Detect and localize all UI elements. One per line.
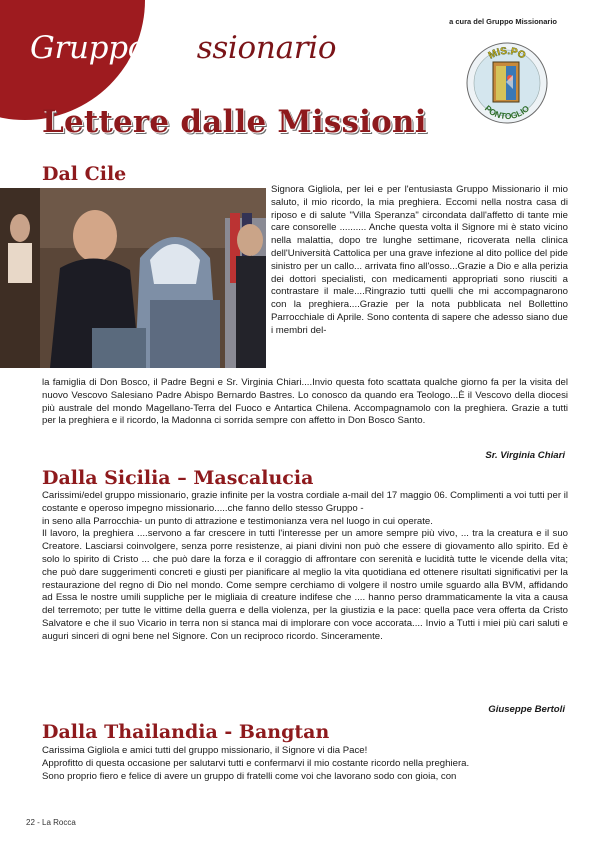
page-title: Lettere dalle Missioni: [42, 104, 427, 140]
section-header-title: [30, 30, 336, 66]
section-header-title-dark: ssionario: [196, 30, 337, 66]
letter-thailand-paragraph: Sono proprio fiero e felice di avere un gruppo di fratelli come voi che lavorano sodo con gioia, con: [42, 770, 457, 782]
letter-thailand-paragraph: Carissima Gigliola e amici tutti del gruppo missionario, il Signore vi dia Pace!: [42, 745, 368, 756]
letter-sicily-body: [42, 490, 568, 644]
letter-thailand-title: Dalla Thailandia - Bangtan: [42, 721, 330, 743]
page-footer: 22 - La Rocca: [26, 818, 76, 827]
curated-by-label: a cura del Gruppo Missionario: [449, 17, 557, 26]
letter-sicily-paragraph: Il lavoro, la preghiera ....servono a far crescere in tutti l'interesse per un amore sempre più vivo, ... tra la creatura e il suo Creatore. Lasciarsi coinvolgere, senza porre resistenze, ai piani divini non può che essere di giovamento allo spirito. Ed è solo lo spirito di Cristo ... che può dare la forza e il coraggio di affrontare con serenità e lucidità tutte le vicende della vita; che può dare suggerimenti concreti e giusti per pianificare al meglio la vita quotidiana ed ottenere risultati significativi per la restaurazione del regno di Dio nel mondo. Come sempre cerchiamo di volgere il nostro umile sguardo alla BVM, affidando ad Essa le nostre umili suppliche per le migliaia di creature indifese che .... hanno perso drammaticamente la vita a causa del terremoto; per tutte le vittime della guerra e della violenza, per la giustizia e la pace: quella pace vera offerta da Cristo Salvatore e che il suo Vicario in terra non si stanca mai di implorare con voce accorata.... Invio a Tutti i miei più cari saluti e auguri sinceri di ogni bene nel Signore. Con un reciproco ricordo. Sinceramente.: [42, 528, 568, 642]
letter-thailand-body: [42, 745, 568, 783]
logo-bottom-text: PONTOGLIO: [482, 103, 532, 122]
letter-sicily-title: Dalla Sicilia – Mascalucia: [42, 467, 314, 489]
section-header-title-white: Gruppo Mi: [30, 30, 197, 66]
mispo-logo: [466, 42, 548, 124]
logo-top-text: MIS.PO: [486, 45, 528, 62]
letter-sicily-paragraph: Carissimi/edel gruppo missionario, grazie infinite per la vostra cordiale a-mail del 17 maggio 06. Complimenti a voi tutti per il costante e operoso impegno missionario.....che fanno dello stesso Gruppo -: [42, 490, 568, 514]
letter-chile-wrapped-text: Signora Gigliola, per lei e per l'entusiasta Gruppo Missionario il mio saluto, il mio ricordo, la mia preghiera. Eccomi nella nostra casa di riposo e di salute "Villa Speranza" circondata dall'affetto di tante mie care consorelle .......... Anche questa volta il Signore mi è stato vicino nella malattia, dopo tre lunghe settimane, ricoverata nella clinica dell'Università Cattolica per una grave infezione al dito pollice del pide sinistro per un callo... arrivata fino all'osso...Grazie a Dio e alla perizia dei dottori specialisti, con medicamenti appropriati sono riusciti a contrastare il male....Ringrazio tutti quelli che mi accompagnarono con la preghiera....Grazie per la nota pubblicata nel Bollettino Parrocchiale di Aprile. Sono contenta di sapere che adesso siano due i membri del-: [271, 184, 568, 336]
letter-sicily-paragraph: in seno alla Parrocchia- un punto di attrazione e testimonianza vera nel luogo in cui operate.: [42, 515, 433, 527]
letter-chile-signature: Sr. Virginia Chiari: [485, 450, 565, 461]
letter-sicily-signature: Giuseppe Bertoli: [488, 704, 565, 715]
mission-photo: [0, 188, 266, 368]
letter-thailand-paragraph: Approfitto di questa occasione per salutarvi tutti e confermarvi il mio costante ricordo nella preghiera.: [42, 757, 470, 769]
letter-chile-text: la famiglia di Don Bosco, il Padre Begni e Sr. Virginia Chiari....Invio questa foto scattata qualche giorno fa per la visita del nuovo Vescovo Salesiano Padre Abispo Bernardo Bastres. Lo conosco da quando era Teologo...È il Vescovo della diocesi più australe del mondo Magellano-Terra del Fuoco e Antartica Chilena. Accompagnamolo con la preghiera. Grazie a tutti per la preghiera e il ricordo, la Madonna ci sorrida sempre con affetto in Don Bosco Santo.: [42, 377, 568, 427]
letter-chile-title: Dal Cile: [42, 163, 127, 185]
